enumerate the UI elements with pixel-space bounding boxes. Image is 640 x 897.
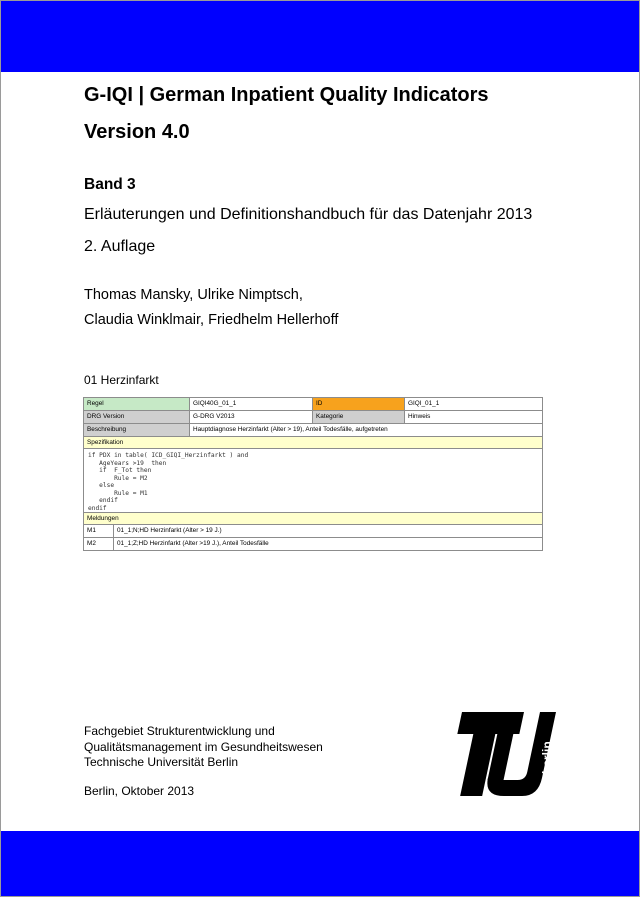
kategorie-label: Kategorie bbox=[313, 411, 405, 423]
id-value: GIQI_01_1 bbox=[408, 400, 440, 407]
rule-row-beschreibung bbox=[84, 424, 542, 437]
title-line-1: G-IQI | German Inpatient Quality Indicators bbox=[84, 84, 489, 106]
rule-table bbox=[83, 397, 543, 551]
subtitle: Erläuterungen und Definitionshandbuch für das Datenjahr 2013 bbox=[84, 206, 533, 223]
beschreibung-value: Hauptdiagnose Herzinfarkt (Alter > 19), Anteil Todesfälle, aufgetreten bbox=[193, 426, 388, 433]
drg-value: G-DRG V2013 bbox=[190, 411, 313, 423]
kategorie-value: Hinweis bbox=[408, 413, 431, 420]
message-row bbox=[84, 538, 542, 550]
bottom-blue-band bbox=[1, 831, 639, 896]
rule-row-drg bbox=[84, 411, 542, 424]
drg-label: DRG Version bbox=[84, 411, 190, 423]
institution-line-1: Fachgebiet Strukturentwicklung und bbox=[84, 724, 275, 738]
specification-code: if PDX in table( ICD_GIQI_Herzinfarkt ) and AgeYears >19 then if F_Tot then Rule = M2 else Rule = M1 endif endif bbox=[84, 449, 542, 513]
title-line-2: Version 4.0 bbox=[84, 121, 190, 143]
id-label: ID bbox=[313, 398, 405, 410]
edition: 2. Auflage bbox=[84, 238, 156, 255]
regel-value: GIQI40G_01_1 bbox=[190, 398, 313, 410]
rule-row-regel bbox=[84, 398, 542, 411]
message-code: M1 bbox=[84, 525, 114, 537]
spezifikation-header: Spezifikation bbox=[84, 437, 542, 449]
message-code: M2 bbox=[84, 538, 114, 550]
tu-berlin-logo bbox=[444, 712, 562, 798]
institution-line-2: Qualitätsmanagement im Gesundheitswesen bbox=[84, 739, 323, 754]
message-text: 01_1;Z;HD Herzinfarkt (Alter >19 J.), Anteil Todesfälle bbox=[117, 540, 269, 547]
authors-line-2: Claudia Winklmair, Friedhelm Hellerhoff bbox=[84, 312, 339, 328]
institution-line-3: Technische Universität Berlin bbox=[84, 755, 239, 769]
logo-text: berlin bbox=[540, 741, 554, 774]
meldungen-header: Meldungen bbox=[84, 513, 542, 525]
message-text: 01_1;N;HD Herzinfarkt (Alter > 19 J.) bbox=[117, 527, 222, 534]
section-title: 01 Herzinfarkt bbox=[84, 373, 159, 387]
institution bbox=[84, 724, 323, 771]
authors-line-1: Thomas Mansky, Ulrike Nimptsch, bbox=[84, 287, 303, 303]
publication-date: Berlin, Oktober 2013 bbox=[84, 784, 195, 798]
message-row bbox=[84, 525, 542, 538]
regel-label: Regel bbox=[84, 398, 190, 410]
volume-label: Band 3 bbox=[84, 176, 136, 193]
top-blue-band bbox=[1, 1, 639, 72]
beschreibung-label: Beschreibung bbox=[84, 424, 190, 436]
